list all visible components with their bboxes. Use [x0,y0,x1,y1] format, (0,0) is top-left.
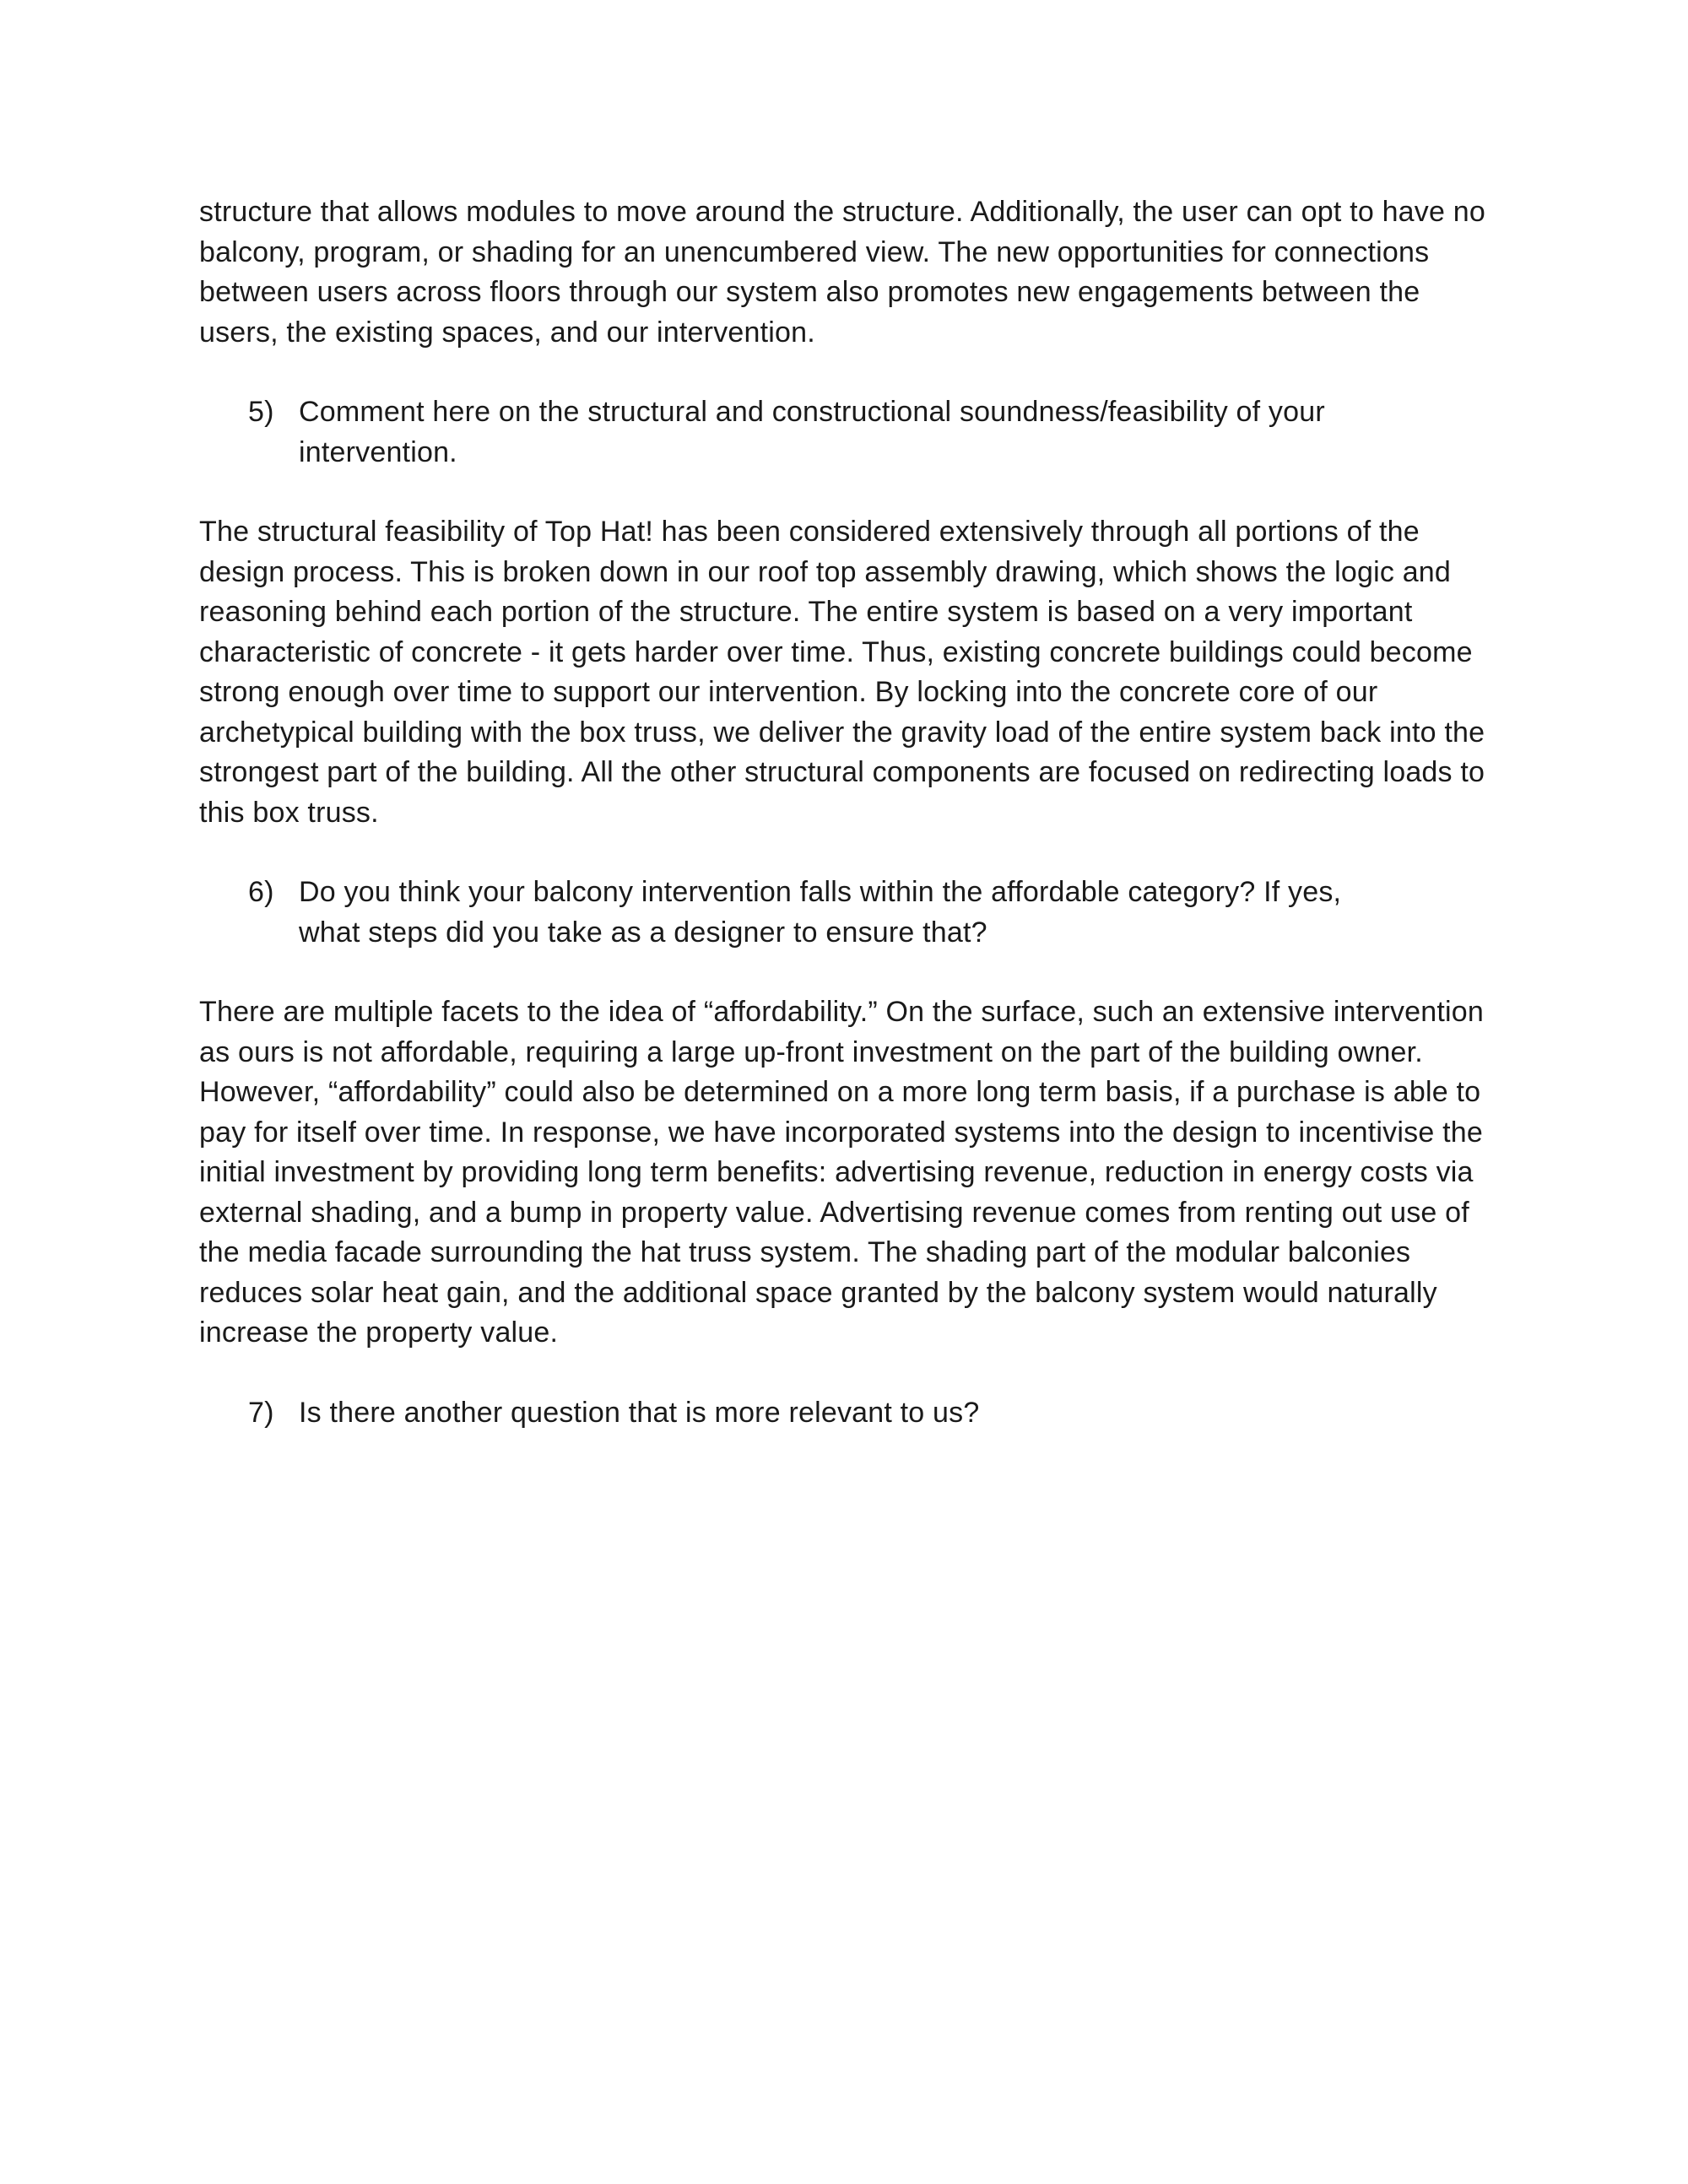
question-7 [199,1393,1499,1434]
question-number: 7) [248,1396,274,1429]
question-number: 5) [248,396,274,428]
paragraph-structure-modules: structure that allows modules to move around the structure. Additionally, the user can opt to have no balcony, program, or shading for an unencumbered view. The new opportunities for connections between users across floors through our system also promotes new engagements between the users, the existing spaces, and our intervention. [199,196,1485,349]
question-text: Do you think your balcony intervention falls within the affordable category? If yes, what steps did you take as a designer to ensure that? [299,876,1342,949]
question-text: Comment here on the structural and constructional soundness/feasibility of your intervention. [299,396,1325,468]
question-6 [199,873,1499,953]
document-body [199,192,1499,1473]
paragraph-affordability: There are multiple facets to the idea of “affordability.” On the surface, such an extensive intervention as ours is not affordable, requiring a large up-front investment on the part of the building owner. However, “affordability” could also be determined on a more long term basis, if a purchase is able to pay for itself over time. In response, we have incorporated systems into the design to incentivise the initial investment by providing long term benefits: advertising revenue, reduction in energy costs via external shading, and a bump in property value. Advertising revenue comes from renting out use of the media facade surrounding the hat truss system. The shading part of the modular balconies reduces solar heat gain, and the additional space granted by the balcony system would naturally increase the property value. [199,996,1485,1349]
question-number: 6) [248,876,274,908]
paragraph-structural-feasibility: The structural feasibility of Top Hat! has been considered extensively through all portions of the design process. This is broken down in our roof top assembly drawing, which shows the logic and reasoning behind each portion of the structure. The entire system is based on a very important characteristic of concrete - it gets harder over time. Thus, existing concrete buildings could become strong enough over time to support our intervention. By locking into the concrete core of our archetypical building with the box truss, we deliver the gravity load of the entire system back into the strongest part of the building. All the other structural components are focused on redirecting loads to this box truss. [199,516,1485,829]
question-text: Is there another question that is more relevant to us? [299,1396,980,1429]
question-5 [199,392,1499,473]
